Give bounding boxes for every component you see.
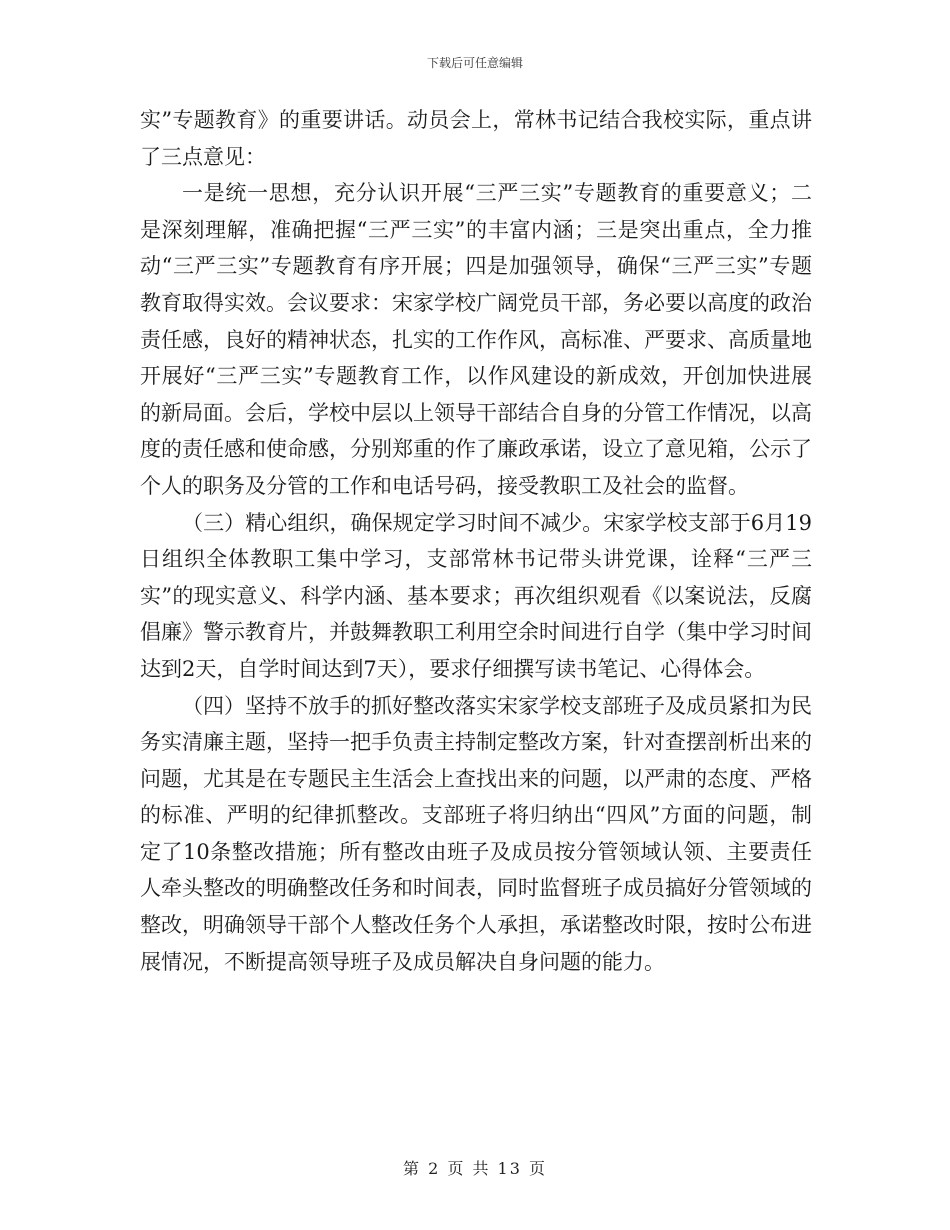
paragraph-3: （三）精心组织，确保规定学习时间不减少。宋家学校支部于6月19日组织全体教职工集中学习，支部常林书记带头讲党课，诠释“三严三实”的现实意义、科学内涵、基本要求；再次组织观看《以案说法，反腐倡廉》警示教育片，并鼓舞教职工利用空余时间进行自学（集中学习时间达到2天，自学时间达到7天），要求仔细撰写读书笔记、心得体会。 bbox=[140, 510, 812, 681]
paragraph-1: 实”专题教育》的重要讲话。动员会上，常林书记结合我校实际，重点讲了三点意见： bbox=[140, 108, 812, 169]
document-body bbox=[140, 102, 812, 980]
paragraph-2: 一是统一思想，充分认识开展“三严三实”专题教育的重要意义；二是深刻理解，准确把握“三严三实”的丰富内涵；三是突出重点，全力推动“三严三实”专题教育有序开展；四是加强领导，确保“三严三实”专题教育取得实效。会议要求：宋家学校广阔党员干部，务必要以高度的政治责任感，良好的精神状态，扎实的工作作风，高标准、严要求、高质量地开展好“三严三实”专题教育工作，以作风建设的新成效，开创加快进展的新局面。会后，学校中层以上领导干部结合自身的分管工作情况，以高度的责任感和使命感，分别郑重的作了廉政承诺，设立了意见箱，公示了个人的职务及分管的工作和电话号码，接受教职工及社会的监督。 bbox=[140, 181, 812, 498]
page-header: 下载后可任意编辑 bbox=[426, 56, 523, 70]
page-footer: 第 2 页 共 13 页 bbox=[403, 1159, 547, 1178]
paragraph-4: （四）坚持不放手的抓好整改落实宋家学校支部班子及成员紧扣为民务实清廉主题，坚持一把手负责主持制定整改方案，针对查摆剖析出来的问题，尤其是在专题民主生活会上查找出来的问题，以严肃的态度、严格的标准、严明的纪律抓整改。支部班子将归纳出“四风”方面的问题，制定了10条整改措施；所有整改由班子及成员按分管领域认领、主要责任人牵头整改的明确整改任务和时间表，同时监督班子成员搞好分管领域的整改，明确领导干部个人整改任务个人承担，承诺整改时限，按时公布进展情况，不断提高领导班子及成员解决自身问题的能力。 bbox=[140, 693, 812, 974]
